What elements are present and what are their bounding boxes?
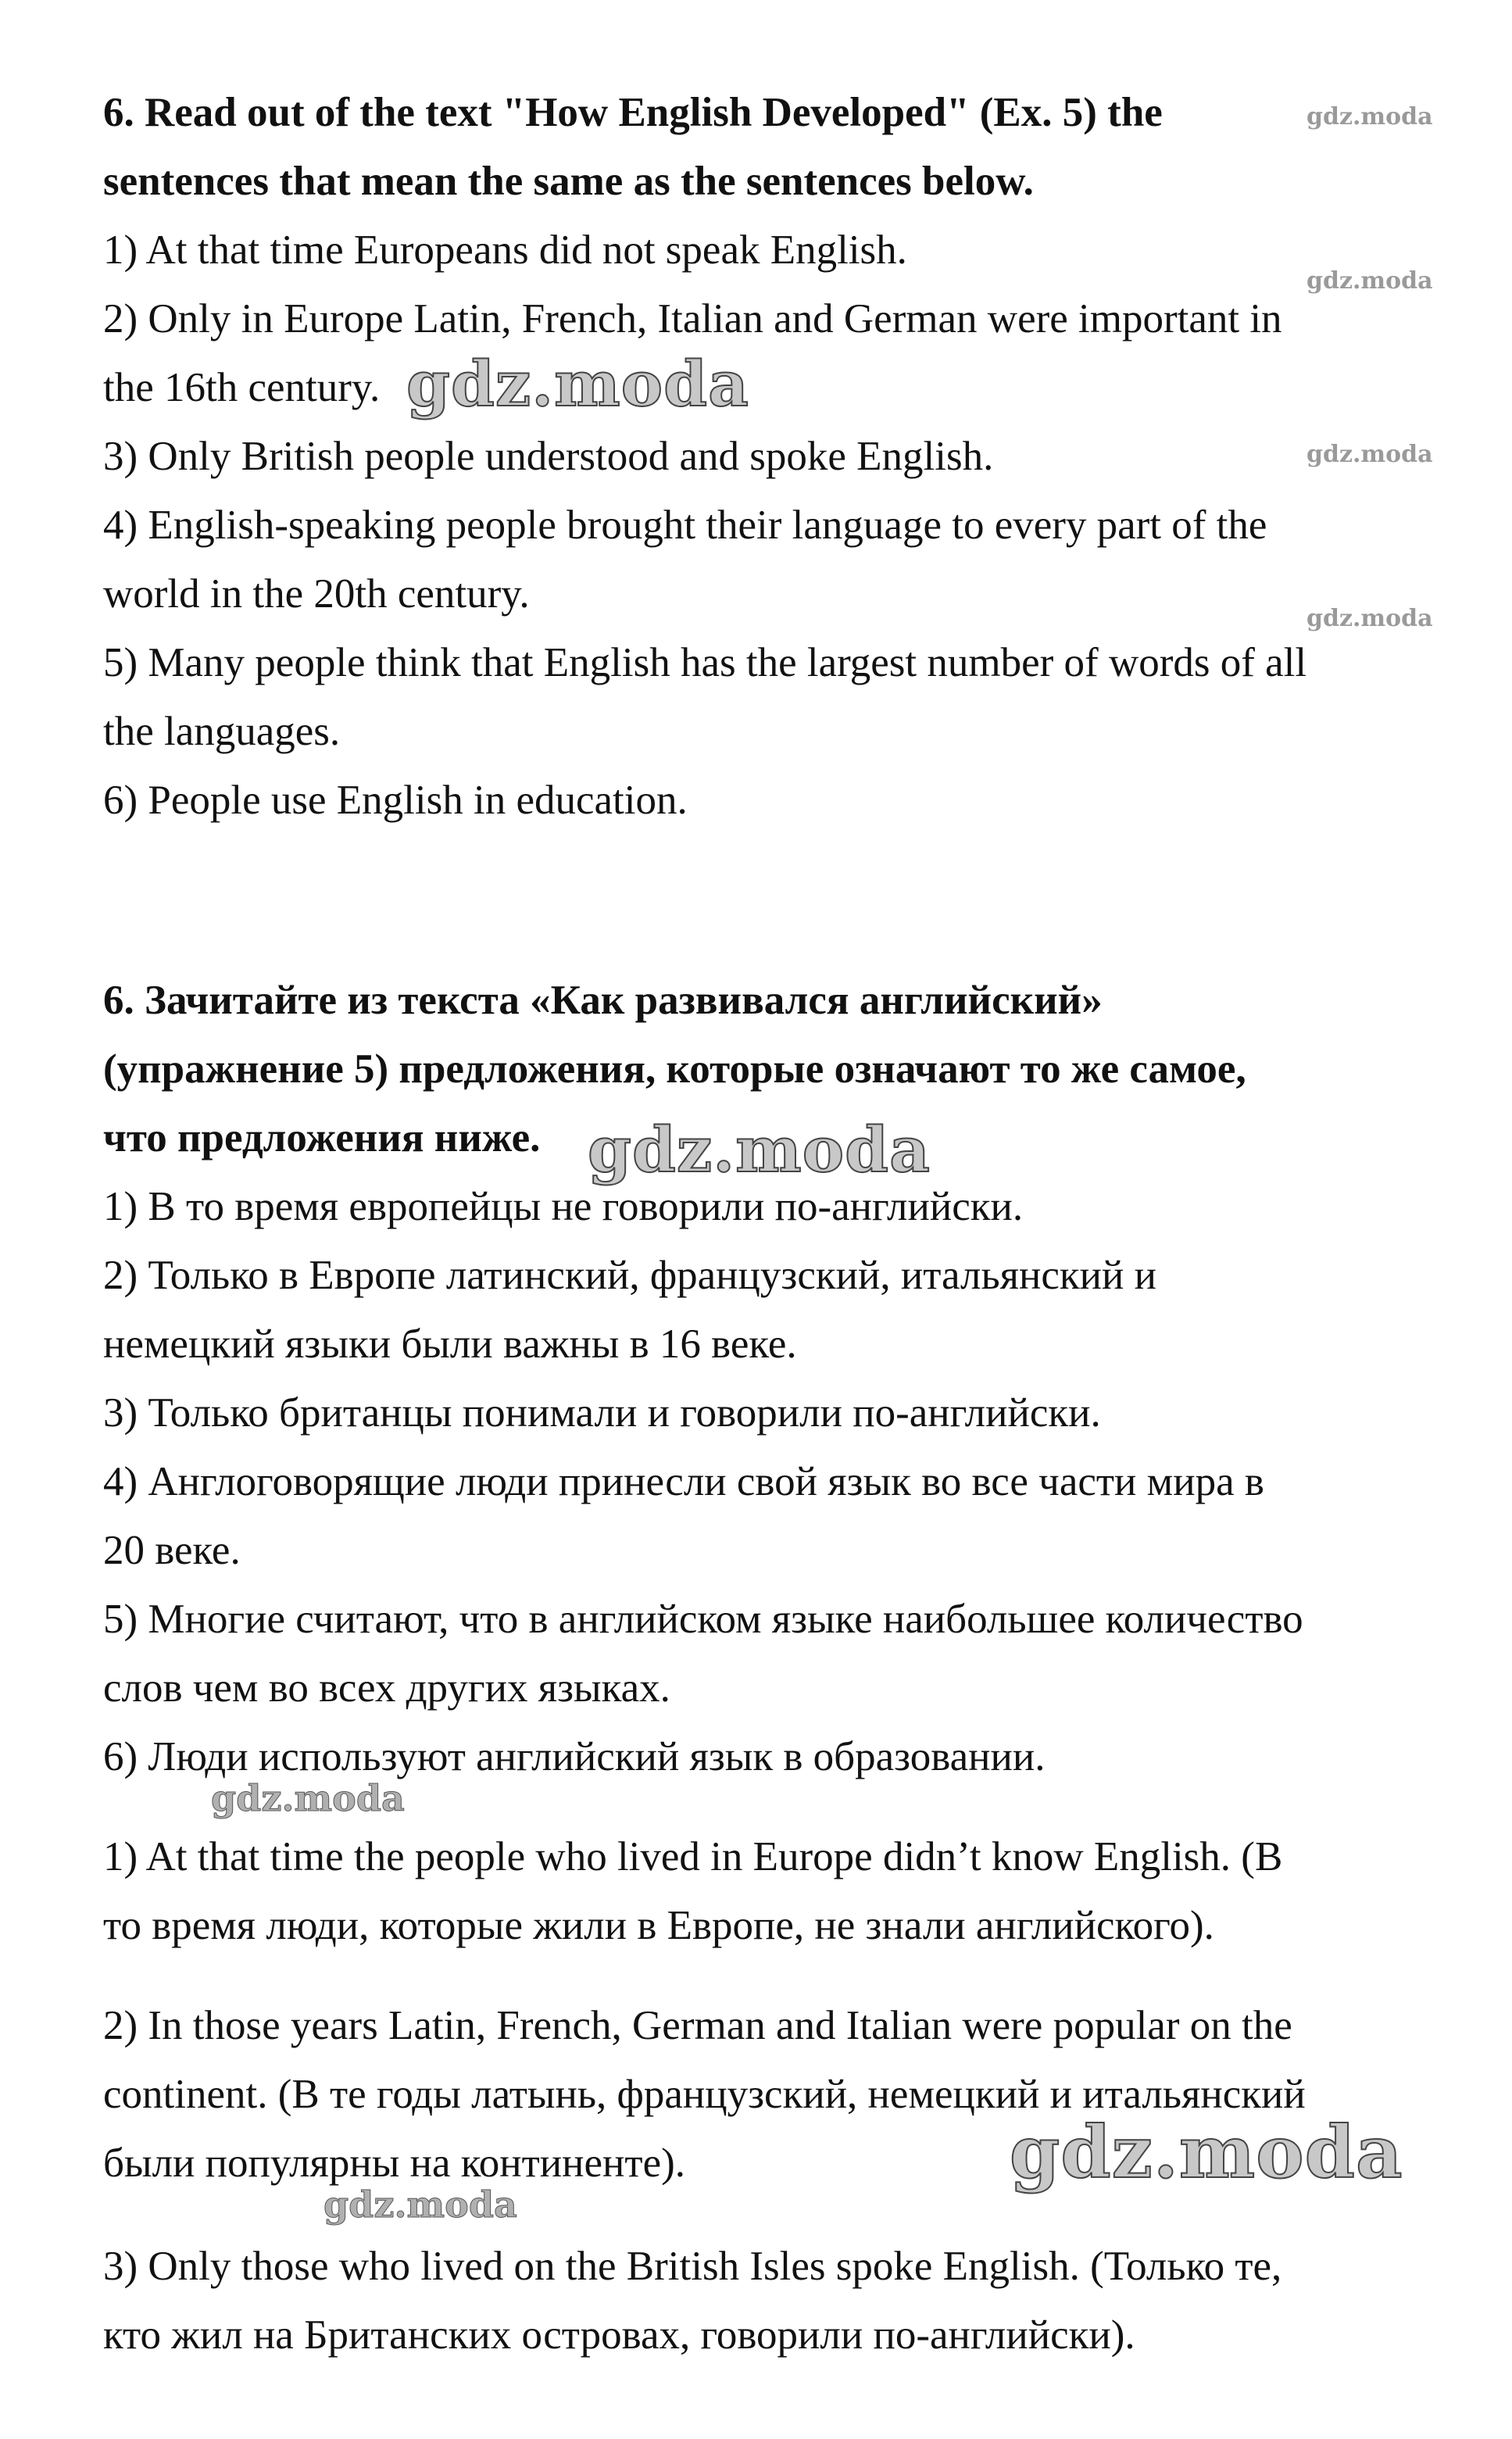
english-item: 3) Only British people understood and spoke English. [103, 434, 994, 479]
watermark-small: gdz.moda [1306, 103, 1433, 131]
watermark-medium: gdz.moda [323, 2183, 517, 2226]
russian-heading-line-3: что предложения ниже. [103, 1115, 541, 1160]
english-item: 6) People use English in education. [103, 778, 688, 823]
russian-item: 2) Только в Европе латинский, французский, итальянский и [103, 1253, 1156, 1298]
english-heading-line-1: 6. Read out of the text "How English Developed" (Ex. 5) the [103, 90, 1163, 135]
english-item: the 16th century. [103, 365, 381, 410]
russian-item: немецкий языки были важны в 16 веке. [103, 1321, 797, 1367]
answer-line: 2) In those years Latin, French, German and Italian were popular on the [103, 2003, 1292, 2048]
russian-heading-line-2: (упражнение 5) предложения, которые означают то же самое, [103, 1046, 1246, 1092]
english-item: 5) Many people think that English has the largest number of words of all [103, 640, 1307, 685]
english-heading-line-2: sentences that mean the same as the sentences below. [103, 159, 1034, 204]
watermark-large: gdz.moda [588, 1113, 931, 1186]
english-item: 4) English-speaking people brought their language to every part of the [103, 502, 1267, 548]
watermark-small: gdz.moda [1306, 605, 1433, 632]
russian-heading-line-1: 6. Зачитайте из текста «Как развивался английский» [103, 978, 1103, 1023]
russian-item: 1) В то время европейцы не говорили по-английски. [103, 1184, 1024, 1229]
answer-line: были популярны на континенте). [103, 2140, 686, 2186]
watermark-small: gdz.moda [1306, 441, 1433, 468]
watermark-small: gdz.moda [1306, 267, 1433, 295]
russian-item: 5) Многие считают, что в английском языке наибольшее количество [103, 1597, 1303, 1642]
watermark-large: gdz.moda [1010, 2110, 1403, 2194]
answer-line: то время люди, которые жили в Европе, не знали английского). [103, 1903, 1214, 1948]
english-item: the languages. [103, 709, 341, 754]
watermark-medium: gdz.moda [211, 1777, 405, 1819]
russian-item: 4) Англоговорящие люди принесли свой язык во все части мира в [103, 1459, 1264, 1504]
russian-item: 20 веке. [103, 1528, 241, 1573]
english-item: world in the 20th century. [103, 571, 530, 617]
russian-item: 6) Люди используют английский язык в образовании. [103, 1734, 1046, 1779]
answer-line: 1) At that time the people who lived in Europe didn’t know English. (В [103, 1834, 1283, 1879]
english-item: 1) At that time Europeans did not speak English. [103, 227, 907, 273]
answer-line: 3) Only those who lived on the British Isles spoke English. (Только те, [103, 2244, 1282, 2289]
answer-line: continent. (В те годы латынь, французский, немецкий и итальянский [103, 2072, 1306, 2117]
russian-item: слов чем во всех других языках. [103, 1665, 670, 1711]
russian-item: 3) Только британцы понимали и говорили по-английски. [103, 1390, 1101, 1436]
english-item: 2) Only in Europe Latin, French, Italian and German were important in [103, 296, 1282, 342]
watermark-large: gdz.moda [406, 347, 749, 420]
answer-line: кто жил на Британских островах, говорили по-английски). [103, 2312, 1135, 2358]
